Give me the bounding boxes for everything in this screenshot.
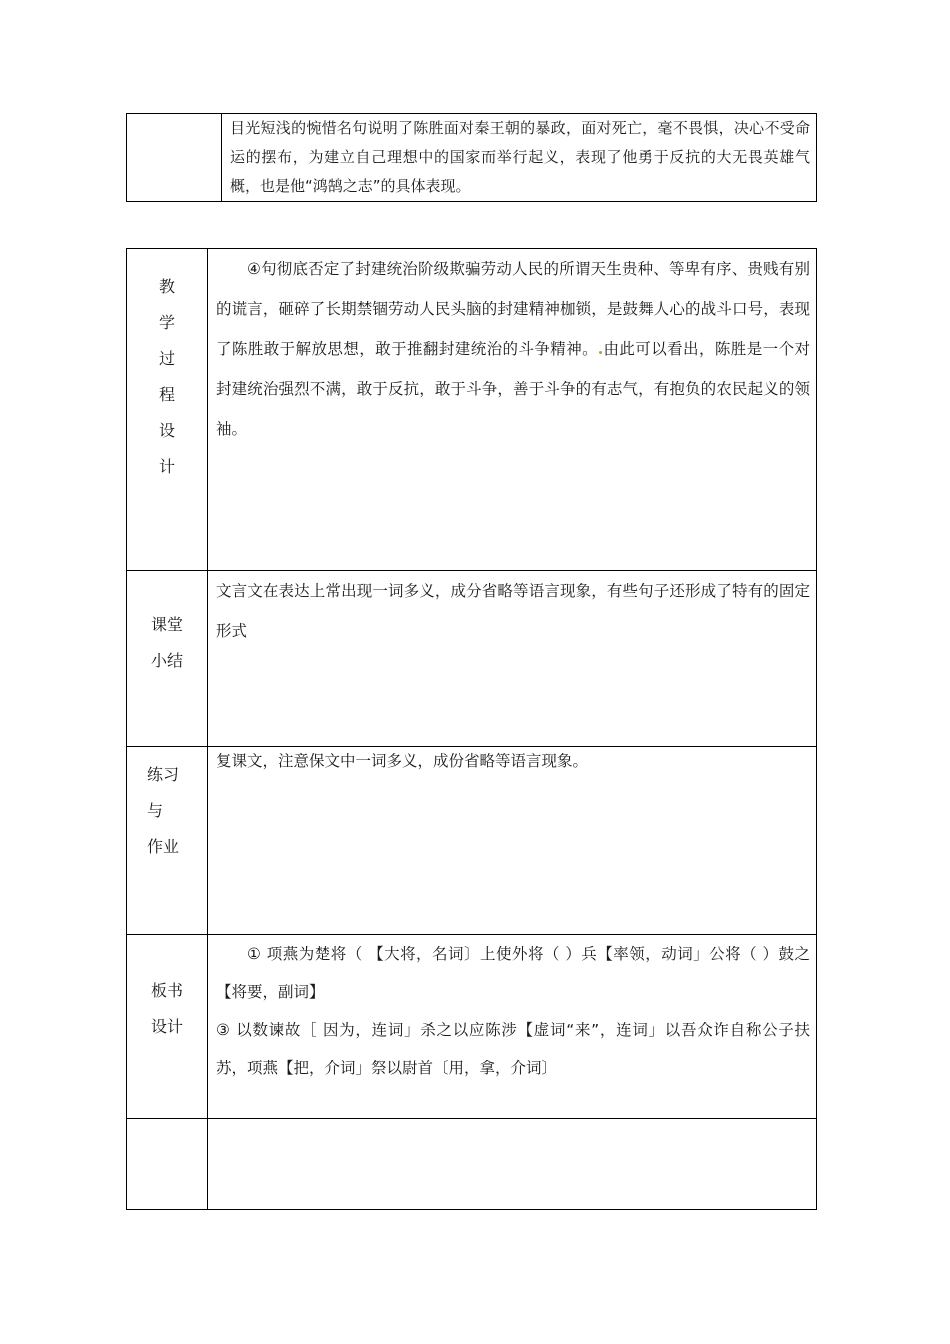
label-line: 课堂 <box>150 615 183 634</box>
board-design-content-cell <box>208 935 817 1119</box>
label-line: 作业 <box>147 837 180 856</box>
continued-text-cell <box>222 114 817 202</box>
exercise-label-cell <box>127 747 208 935</box>
board-design-label-cell <box>127 935 208 1119</box>
empty-content-cell <box>208 1119 817 1210</box>
label-char: 程 <box>158 385 175 404</box>
label-char: 教 <box>158 277 175 296</box>
continued-table <box>126 113 817 202</box>
teaching-process-text-2: 由此可以看出，陈胜是一个对封建统治强烈不满，敢于反抗，敢于斗争，善于斗争的有志气，有抱负的农民起义的领袖。 <box>216 340 810 438</box>
board-design-row <box>127 935 817 1119</box>
label-line: 练习 <box>147 765 180 784</box>
teaching-process-row <box>127 249 817 571</box>
label-line: 设计 <box>150 1017 183 1036</box>
teaching-process-label-cell <box>127 249 208 571</box>
class-summary-label-cell <box>127 571 208 747</box>
class-summary-row <box>127 571 817 747</box>
continued-paragraph: 目光短浅的惋惜名句说明了陈胜面对秦王朝的暴政，面对死亡，毫不畏惧，决心不受命运的摆布，为建立自己理想中的国家而举行起义，表现了他勇于反抗的大无畏英雄气概，也是他“鸿鹄之志”的具体表现。 <box>230 119 810 195</box>
label-line: 与 <box>147 801 164 820</box>
label-line: 板书 <box>150 981 183 1000</box>
teaching-process-text-1: ④句彻底否定了封建统治阶级欺骗劳动人民的所谓天生贵种、等卑有序、贵贱有别的谎言，砸碎了长期禁锢劳动人民头脑的封建精神枷锁，是鼓舞人心的战斗口号，表现了陈胜敢于解放思想，敢于推翻封建统治的斗争精神。 <box>216 260 810 358</box>
class-summary-label <box>127 571 207 679</box>
board-design-label <box>127 935 207 1045</box>
exercise-label <box>127 747 207 865</box>
continued-label-cell <box>127 114 222 202</box>
board-line-1: ① 项燕为楚将（ 【大将，名词〕上使外将（ ）兵【率领，动词」公将（ ）鼓之【将要，副词】 <box>216 945 810 1001</box>
board-design-text <box>208 935 816 1087</box>
lesson-plan-table <box>126 248 817 1210</box>
exercise-row <box>127 747 817 935</box>
empty-row <box>127 1119 817 1210</box>
label-line: 小结 <box>150 651 183 670</box>
teaching-process-label <box>127 249 207 485</box>
exercise-content-cell <box>208 747 817 935</box>
class-summary-content-cell <box>208 571 817 747</box>
label-char: 过 <box>158 349 175 368</box>
label-char: 设 <box>158 421 175 440</box>
teaching-process-paragraph <box>208 249 816 449</box>
class-summary-text: 文言文在表达上常出现一词多义，成分省略等语言现象，有些句子还形成了特有的固定形式 <box>216 582 810 640</box>
exercise-text: 复课文，注意保文中一词多义，成份省略等语言现象。 <box>216 752 589 770</box>
empty-label-cell <box>127 1119 208 1210</box>
label-char: 计 <box>158 457 175 476</box>
dot-mark <box>599 351 602 354</box>
board-line-2: ③ 以数谏故［ 因为，连词」杀之以应陈涉【虚词“来”，连词」以吾众诈自称公子扶苏，项燕【把，介词」祭以尉首〔用，拿，介词〕 <box>216 1021 810 1077</box>
teaching-process-content-cell <box>208 249 817 571</box>
label-char: 学 <box>158 313 175 332</box>
